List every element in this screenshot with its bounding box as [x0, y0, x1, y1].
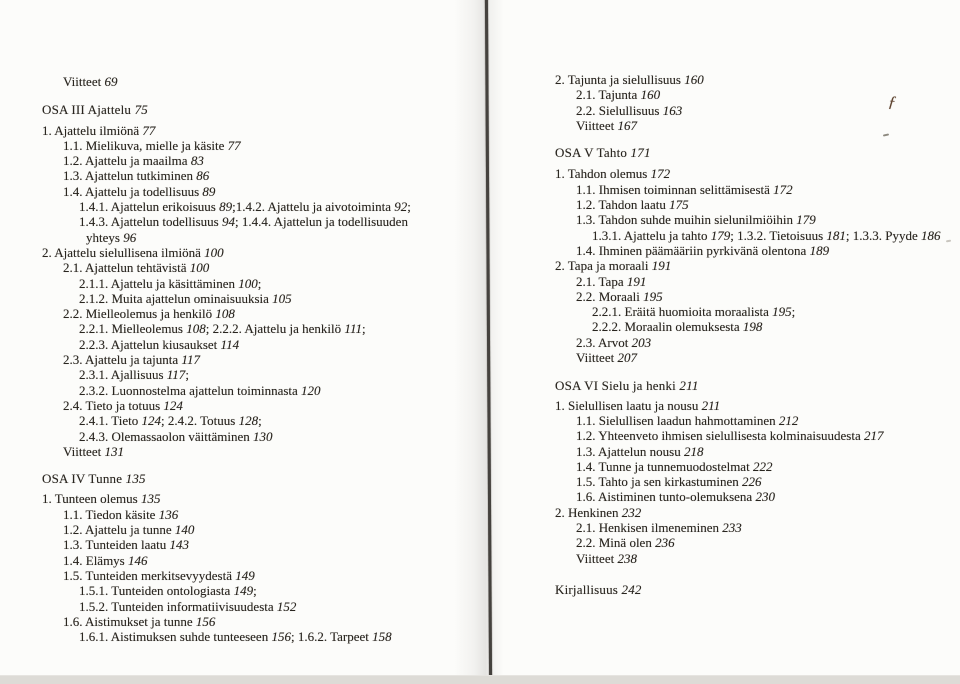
toc-page-number: 163 — [662, 102, 683, 118]
toc-page-number: 120 — [301, 382, 321, 398]
toc-entry — [555, 243, 950, 258]
toc-entry — [555, 166, 950, 181]
toc-entry-text: ; 1.3.3. Pyyde — [845, 227, 922, 243]
toc-page-number: 108 — [186, 321, 206, 337]
toc-entry-text: 1.2. Yhteenveto ihmisen sielullisesta kolminaisuudesta — [576, 428, 864, 444]
toc-entry — [555, 304, 950, 319]
toc-entry — [42, 367, 472, 382]
toc-entry — [555, 118, 950, 133]
toc-entry-text: 2.4.3. Olemassaolon väittäminen — [79, 428, 254, 444]
toc-entry-text: 2.4.1. Tieto — [79, 413, 142, 429]
toc-entry — [42, 444, 472, 459]
toc-entry — [555, 182, 950, 197]
toc-entry-text: 2.2.3. Ajattelun kiusaukset — [79, 336, 221, 352]
toc-entry-text: Viitteet — [576, 117, 618, 133]
scan-bottom-edge — [0, 675, 960, 684]
toc-page-number: 175 — [669, 197, 689, 213]
toc-page-number: 195 — [643, 288, 663, 304]
toc-entry-text: 2.2. Mielleolemus ja henkilö — [63, 306, 216, 322]
toc-entry-text: 1.4.3. Ajattelun todellisuus — [79, 214, 222, 230]
toc-entry-text: 2.3. Arvot — [576, 334, 632, 350]
toc-entry-text: 1. Sielullisen laatu ja nousu — [555, 397, 702, 413]
toc-page-number: 140 — [174, 522, 195, 538]
toc-entry — [42, 306, 472, 321]
toc-page-number: 230 — [755, 489, 775, 505]
toc-page-number: 181 — [826, 227, 846, 243]
toc-entry-text: OSA III Ajattelu — [42, 102, 135, 118]
toc-page-number: 171 — [630, 145, 651, 161]
toc-page-number: 191 — [651, 258, 672, 274]
toc-entry — [42, 168, 472, 183]
toc-page-number: 135 — [140, 491, 161, 507]
toc-page-number: 130 — [253, 428, 273, 444]
toc-page-number: 114 — [220, 336, 240, 352]
toc-page-number: 96 — [123, 229, 137, 245]
toc-entry-text: Kirjallisuus — [555, 581, 622, 597]
toc-page-number: 100 — [189, 260, 210, 276]
toc-page-number: 128 — [238, 413, 259, 429]
toc-page-number: 242 — [621, 581, 642, 597]
toc-entry — [42, 568, 472, 583]
toc-entry — [555, 444, 950, 459]
toc-entry-text: 2.2.1. Mielleolemus — [79, 321, 187, 337]
toc-page-number: 172 — [773, 181, 793, 197]
toc-page-number: 212 — [778, 412, 799, 428]
toc-entry — [42, 138, 472, 153]
toc-entry — [42, 230, 472, 245]
toc-entry — [42, 583, 472, 598]
toc-entry-text: ;1.4.2. Ajattelu ja aivotoiminta — [232, 199, 395, 215]
toc-page-number: 105 — [272, 290, 292, 306]
toc-entry-text: 1.1. Ihmisen toiminnan selittämisestä — [576, 181, 774, 197]
toc-page-number: 100 — [204, 244, 224, 260]
toc-entry — [555, 197, 950, 212]
toc-entry-text: 2.1. Ajattelun tehtävistä — [63, 260, 190, 276]
toc-page-number: 203 — [631, 334, 652, 350]
toc-page-number: 232 — [621, 504, 642, 520]
toc-entry — [42, 352, 472, 367]
toc-entry-text: 1.4.1. Ajattelun erikoisuus — [79, 199, 220, 215]
toc-entry-text: 2.1. Henkisen ilmeneminen — [576, 520, 723, 536]
toc-entry — [42, 413, 472, 428]
toc-page-number: 211 — [679, 378, 699, 394]
toc-entry-text: 1.4. Elämys — [63, 552, 128, 568]
toc-page-number: 143 — [169, 537, 190, 553]
toc-page-number: 92 — [394, 199, 408, 215]
toc-entry-text: 1.3.1. Ajattelu ja tahto — [592, 227, 711, 243]
toc-entry-text: ; 1.4.4. Ajattelun ja todellisuuden — [235, 214, 408, 230]
toc-page-number: 158 — [372, 629, 392, 645]
toc-entry-text: 2. Henkinen — [555, 504, 622, 520]
toc-entry — [42, 245, 472, 260]
toc-entry — [42, 276, 472, 291]
toc-page-right — [555, 72, 950, 597]
toc-entry-text: 2.3. Ajattelu ja tajunta — [63, 352, 182, 368]
toc-page-number: 77 — [227, 137, 241, 153]
toc-entry-text: 2.1. Tajunta — [576, 87, 641, 103]
toc-entry — [555, 551, 950, 566]
toc-page-number: 117 — [166, 367, 186, 383]
toc-entry-text: 1.1. Sielullisen laadun hahmottaminen — [576, 412, 779, 428]
toc-entry-text: ; 1.3.2. Tietoisuus — [730, 227, 827, 243]
toc-entry-text: ; — [258, 413, 262, 429]
toc-entry — [555, 428, 950, 443]
toc-entry — [555, 350, 950, 365]
toc-page-number: 238 — [617, 550, 637, 566]
toc-page-number: 86 — [196, 168, 210, 184]
toc-page-number: 77 — [142, 122, 156, 138]
toc-page-number: 167 — [617, 117, 637, 133]
toc-page-number: 179 — [796, 212, 816, 228]
toc-entry-text: 1.1. Tiedon käsite — [63, 506, 159, 522]
toc-section-heading — [555, 582, 950, 597]
toc-page-number: 236 — [655, 535, 675, 551]
toc-section-heading — [555, 145, 950, 160]
toc-entry — [42, 184, 472, 199]
toc-entry — [42, 199, 472, 214]
toc-page-number: 189 — [809, 242, 830, 258]
toc-entry — [555, 274, 950, 289]
book-gutter-highlight — [490, 0, 504, 676]
toc-entry-text: ; 2.2.2. Ajattelu ja henkilö — [205, 321, 345, 337]
toc-entry-text: ; — [185, 367, 189, 383]
toc-entry — [42, 599, 472, 614]
toc-entry — [42, 214, 472, 229]
toc-entry-text: 2.2.1. Eräitä huomioita moraalista — [592, 304, 773, 320]
toc-entry-text: 2.2. Minä olen — [576, 535, 656, 551]
toc-page-number: 207 — [617, 350, 637, 366]
toc-entry-text: 1.3. Tunteiden laatu — [63, 537, 170, 553]
toc-entry-text: ; — [407, 199, 411, 215]
toc-entry-text: 1.4. Ajattelu ja todellisuus — [63, 183, 203, 199]
toc-page-number: 198 — [742, 319, 763, 335]
toc-page-number: 226 — [742, 474, 762, 490]
toc-entry — [42, 522, 472, 537]
toc-page-number: 89 — [202, 183, 216, 199]
toc-entry-text: OSA VI Sielu ja henki — [555, 378, 680, 394]
toc-page-number: 75 — [134, 102, 148, 118]
toc-page-number: 222 — [752, 458, 773, 474]
toc-entry-text: 2.3.1. Ajallisuus — [79, 367, 167, 383]
toc-entry — [555, 459, 950, 474]
toc-entry — [42, 614, 472, 629]
toc-entry-text: 2. Ajattelu sielullisena ilmiönä — [42, 244, 205, 260]
toc-page-number: 233 — [722, 520, 742, 536]
toc-entry-text: 1.4. Tunne ja tunnemuodostelmat — [576, 458, 753, 474]
toc-entry-text: 1.6. Aistiminen tunto-olemuksena — [576, 489, 756, 505]
toc-entry — [42, 337, 472, 352]
toc-entry-text: 1.3. Ajattelun nousu — [576, 443, 684, 459]
toc-page-number: 186 — [921, 227, 941, 243]
toc-entry — [555, 335, 950, 350]
toc-page-number: 160 — [640, 87, 661, 103]
toc-entry-text: 2.1.1. Ajattelu ja käsittäminen — [79, 275, 239, 291]
toc-entry-text: ; — [253, 583, 257, 599]
toc-entry-text: 2.2.2. Moraalin olemuksesta — [592, 319, 743, 335]
toc-entry-text: 1.3. Tahdon suhde muihin sielunilmiöihin — [576, 212, 797, 228]
toc-entry — [555, 289, 950, 304]
toc-page-number: 108 — [215, 306, 235, 322]
toc-entry-text: 1. Ajattelu ilmiönä — [42, 122, 143, 138]
toc-entry — [42, 537, 472, 552]
toc-entry — [42, 383, 472, 398]
toc-entry-text: 1. Tahdon olemus — [555, 166, 651, 182]
toc-entry — [42, 507, 472, 522]
toc-page-number: 156 — [271, 629, 291, 645]
edge-speck-mark — [946, 240, 951, 242]
ink-mark: ƒ — [887, 93, 897, 112]
toc-entry-text: 2.4. Tieto ja totuus — [63, 397, 164, 413]
toc-page-number: 94 — [222, 214, 235, 230]
toc-entry — [42, 398, 472, 413]
toc-entry-text: Viitteet — [63, 443, 105, 459]
toc-page-number: 218 — [683, 443, 704, 459]
toc-entry-text: OSA IV Tunne — [42, 471, 126, 487]
toc-section-heading — [42, 471, 472, 486]
toc-entry-text: 1.3. Ajattelun tutkiminen — [63, 168, 197, 184]
toc-entry-text: ; — [791, 304, 796, 320]
toc-entry-text: 1.2. Ajattelu ja maailma — [63, 153, 191, 169]
toc-page-number: 179 — [710, 227, 731, 243]
toc-entry — [555, 258, 950, 273]
toc-entry-text: 2. Tapa ja moraali — [555, 258, 652, 274]
toc-entry-text: 2.2. Moraali — [576, 288, 644, 304]
toc-entry — [555, 520, 950, 535]
toc-page-number: 100 — [238, 275, 258, 291]
toc-page-number: 172 — [650, 166, 671, 182]
toc-entry-text: Viitteet — [576, 550, 618, 566]
toc-entry-text: 1.6. Aistimukset ja tunne — [63, 613, 196, 629]
toc-entry — [555, 72, 950, 87]
toc-page-number: 124 — [163, 397, 183, 413]
toc-page-number: 217 — [864, 428, 884, 444]
toc-section-heading — [555, 378, 950, 393]
toc-entry-text: 1. Tunteen olemus — [42, 491, 141, 507]
toc-entry-text: 2.3.2. Luonnostelma ajattelun toiminnasta — [79, 382, 302, 398]
toc-entry-text: 1.2. Tahdon laatu — [576, 197, 670, 213]
toc-entry-text: 2. Tajunta ja sielullisuus — [555, 72, 685, 87]
toc-entry — [42, 491, 472, 506]
toc-entry-text: Viitteet — [576, 350, 618, 366]
toc-entry-text: 2.1.2. Muita ajattelun ominaisuuksia — [79, 290, 273, 306]
toc-entry-text: 1.1. Mielikuva, mielle ja käsite — [63, 137, 228, 153]
toc-page-number: 149 — [233, 583, 254, 599]
toc-entry — [555, 505, 950, 520]
toc-section-heading — [42, 102, 472, 117]
toc-page-number: 69 — [104, 74, 118, 89]
toc-entry — [555, 398, 950, 413]
toc-entry — [555, 212, 950, 227]
toc-entry — [555, 489, 950, 504]
toc-page-number: 191 — [626, 273, 647, 289]
toc-page-number: 124 — [141, 413, 161, 429]
toc-entry — [555, 413, 950, 428]
toc-page-number: 117 — [181, 352, 200, 368]
toc-entry-text: 1.5.1. Tunteiden ontologiasta — [79, 583, 234, 599]
toc-entry-text: 1.4. Ihminen päämääriin pyrkivänä olentona — [576, 242, 810, 258]
toc-entry — [42, 291, 472, 306]
toc-page-number: 156 — [195, 613, 216, 629]
toc-entry — [42, 629, 472, 644]
toc-entry-text: Viitteet — [63, 74, 105, 89]
toc-entry-text: ; 1.6.2. Tarpeet — [290, 629, 373, 645]
toc-page-number: 89 — [219, 199, 233, 215]
toc-entry-text: 1.5.2. Tunteiden informatiivisuudesta — [79, 598, 277, 614]
toc-entry-text: 2.1. Tapa — [576, 273, 627, 289]
toc-entry — [555, 535, 950, 550]
toc-entry — [42, 74, 472, 89]
toc-entry-text: 1.2. Ajattelu ja tunne — [63, 522, 175, 538]
toc-entry — [42, 260, 472, 275]
toc-entry-text: OSA V Tahto — [555, 145, 631, 161]
toc-entry — [42, 553, 472, 568]
toc-page-number: 195 — [772, 304, 792, 320]
toc-entry — [42, 321, 472, 336]
toc-entry-text: yhteys — [86, 229, 124, 245]
toc-entry-text: ; 2.4.2. Totuus — [161, 413, 239, 429]
toc-page-left — [42, 74, 472, 644]
toc-page-number: 135 — [125, 471, 146, 487]
toc-page-number: 131 — [104, 443, 124, 459]
toc-entry — [42, 153, 472, 168]
toc-entry — [555, 319, 950, 334]
toc-entry-text: 2.2. Sielullisuus — [576, 102, 663, 118]
toc-entry-text: 1.5. Tahto ja sen kirkastuminen — [576, 474, 743, 490]
toc-page-number: 149 — [235, 567, 255, 583]
toc-entry — [555, 228, 950, 243]
toc-page-number: 211 — [701, 397, 721, 413]
toc-entry — [42, 123, 472, 138]
toc-entry — [555, 474, 950, 489]
toc-entry-text: 1.6.1. Aistimuksen suhde tunteeseen — [79, 629, 272, 645]
toc-entry-text: ; — [361, 321, 366, 337]
toc-page-number: 111 — [344, 321, 362, 337]
toc-page-number: 152 — [276, 598, 297, 614]
toc-entry — [42, 429, 472, 444]
toc-entry-text: 1.5. Tunteiden merkitsevyydestä — [63, 567, 236, 583]
toc-page-number: 136 — [158, 506, 179, 522]
toc-page-number: 83 — [190, 153, 204, 169]
toc-page-number: 160 — [684, 72, 704, 87]
toc-entry-text: ; — [257, 275, 262, 291]
toc-page-number: 146 — [128, 552, 148, 568]
